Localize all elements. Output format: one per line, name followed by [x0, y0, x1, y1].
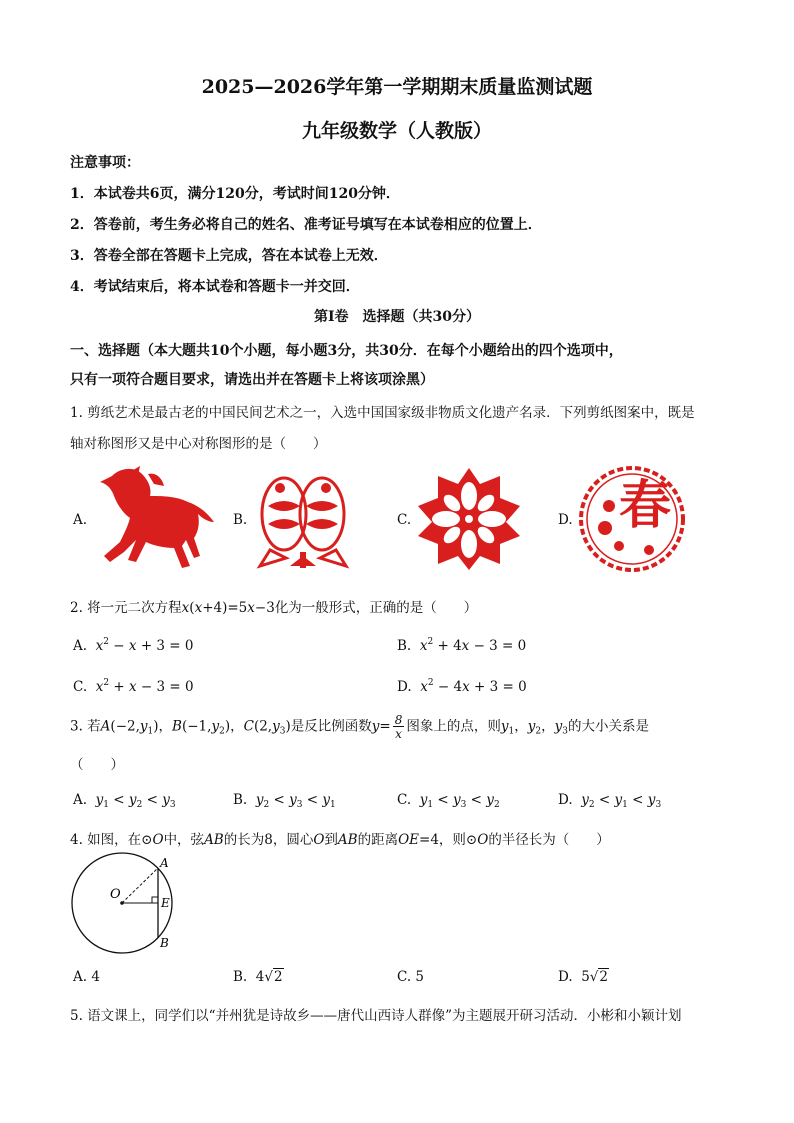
q3-ry1-sub: 1	[508, 726, 515, 737]
q1-text-line2: 轴对称图形又是中心对称图形的是（ ）	[70, 436, 327, 452]
q2-option-d: D. $x^2 - 4x + 3 = 0$	[397, 678, 527, 695]
q4-text: 4. 如图，在⊙O中，弦AB的长为8，圆心O到AB的距离OE=4，则⊙O的半径长为（ ）	[70, 832, 610, 848]
q2-option-b-label: B.	[397, 638, 412, 654]
q3-y1: y	[139, 718, 148, 735]
q4-ab1: AB	[204, 832, 224, 848]
q3-option-d-label: D.	[558, 792, 573, 808]
q3-option-b-expr: y	[255, 792, 264, 808]
q3-y2: y	[211, 718, 220, 735]
q3-option-b-label: B.	[233, 792, 248, 808]
q3-y1-sub: 1	[147, 726, 154, 737]
q2-option-d-sup: 2	[427, 678, 434, 688]
q1-option-a-label: A.	[73, 512, 88, 528]
q2-equation-rest: +4)=5	[202, 600, 248, 616]
q2-prefix: 2. 将一元二次方程	[70, 600, 182, 616]
q4-label-e: E	[161, 896, 170, 910]
q2-option-b-expr: x	[419, 638, 428, 654]
q4-p7: 的半径长为（ ）	[488, 832, 610, 848]
q3-ry3-sub: 3	[562, 726, 568, 737]
q4-option-d-radicand: 2	[599, 969, 609, 985]
note-item-1: 1．本试卷共6页，满分120分，考试时间120分钟．	[70, 186, 400, 202]
q2-option-a-x: x	[128, 638, 137, 654]
note-item-2: 2．答卷前，考生务必将自己的姓名、准考证号填写在本试卷相应的位置上．	[70, 217, 542, 233]
q4-circle-figure	[66, 850, 186, 956]
flower-papercut-image	[414, 466, 524, 572]
section-title: 第Ⅰ卷 选择题（共30分）	[313, 309, 481, 325]
q2-option-c: C. $x^2 + x - 3 = 0$	[73, 678, 194, 695]
section-instruction-2: 只有一项符合题目要求，请选出并在答题卡上将该项涂黑）	[70, 372, 434, 388]
q3-point-b: B	[172, 718, 182, 735]
q4-option-a: A. 4	[73, 969, 100, 985]
q2-equation-paren: (	[189, 600, 195, 616]
q4-option-d-label: D.	[558, 969, 573, 985]
q3-option-d: D. $y_2 < y_1 < y_3$	[558, 792, 662, 810]
q3-text: 3. 若$A(-2,y_1)$，$B(-1,y_2)$，$C(2,y_3)$是反比例函数y= $\frac{8}{x}$ 图象上的点，则$y_1$，$y_2$，$y_3$的大小关系是	[70, 713, 649, 741]
spring-character: 春	[619, 475, 672, 536]
q4-p6: ，则⊙	[438, 832, 478, 848]
q1-option-d-label: D.	[558, 512, 573, 528]
q3-paren: （ ）	[70, 757, 124, 773]
q3-ry2-sub: 2	[535, 726, 542, 737]
q4-o1: O	[152, 832, 164, 848]
q4-option-d: D. 5√2	[558, 969, 609, 985]
q2-equation-x2: x	[247, 600, 255, 616]
q4-label-b: B	[160, 936, 169, 950]
q4-option-b-radicand: 2	[274, 969, 283, 985]
q2-option-b-sup: 2	[427, 637, 434, 647]
q5-text-line1: 5. 语文课上，同学们以“并州犹是诗故乡——唐代山西诗人群像”为主题展开研习活动．小彬和小颖计划	[70, 1008, 682, 1024]
q3-after: 图象上的点，则	[406, 718, 501, 735]
q3-ry1: y	[500, 718, 509, 735]
q2-option-c-sup: 2	[103, 678, 110, 688]
q4-o3: O	[477, 832, 489, 848]
q3-point-a: A	[100, 718, 111, 735]
q2-option-d-x: x	[462, 679, 470, 695]
q4-p3: 的长为8，圆心	[223, 832, 314, 848]
q2-option-a: A. $x^2 - x + 3 = 0$	[73, 637, 194, 654]
q4-p2: 中，弦	[163, 832, 205, 848]
q2-option-a-sup: 2	[103, 637, 109, 647]
q4-ab2: AB	[337, 832, 358, 848]
q2-option-b: B. $x^2 + 4x - 3 = 0$	[397, 637, 527, 654]
q3-option-a: A. $y_1 < y_2 < y_3$	[73, 792, 176, 810]
q2-equation-minus: −3	[254, 600, 275, 616]
q3-y3: y	[272, 718, 280, 735]
q4-label-a: A	[160, 856, 169, 870]
q4-option-c: C. 5	[397, 969, 425, 985]
q3-option-b: B. $y_2 < y_3 < y_1$	[233, 792, 336, 810]
q4-p4: 到	[324, 832, 338, 848]
q3-func-y: y	[371, 718, 380, 735]
twin-fish-papercut-image	[250, 466, 356, 572]
q2-equation-x: x	[194, 600, 203, 616]
q3-fraction-den: x	[395, 727, 402, 741]
q3-y2-sub: 2	[219, 726, 225, 737]
q3-y3-sub: 3	[279, 726, 286, 737]
q4-option-b: B. 4√2	[233, 969, 283, 985]
q3-option-c-label: C.	[397, 792, 412, 808]
q2-option-a-expr: x	[95, 638, 104, 654]
q2-equation: x	[181, 600, 190, 616]
q2-option-c-expr: x	[95, 679, 104, 695]
q3-ry3: y	[554, 718, 563, 735]
q4-label-o: O	[110, 887, 121, 902]
q3-prefix: 3. 若	[70, 718, 101, 735]
q4-o2: O	[313, 832, 325, 848]
q3-point-c: C	[243, 718, 254, 735]
q2-option-c-x: x	[129, 679, 137, 695]
q3-fraction	[393, 714, 405, 740]
q2-option-d-label: D.	[397, 679, 412, 695]
q2-text	[70, 596, 477, 616]
q4-p5: 的距离	[357, 832, 399, 848]
q4-oe: OE	[398, 832, 420, 848]
q4-option-b-label: B.	[233, 969, 248, 985]
spring-papercut-image	[579, 466, 685, 572]
q1-option-b-label: B.	[233, 512, 248, 528]
q2-option-c-label: C.	[73, 679, 88, 695]
q2-suffix: 化为一般形式，正确的是（ ）	[274, 600, 478, 616]
q1-option-c-label: C.	[397, 512, 412, 528]
q3-end: 的大小关系是	[567, 718, 649, 735]
q3-option-c-expr: y	[419, 792, 428, 808]
note-item-3: 3．答卷全部在答题卡上完成，答在本试卷上无效．	[70, 248, 388, 264]
exam-title: 2025—2026学年第一学期期末质量监测试题	[201, 76, 593, 98]
exam-subtitle: 九年级数学（人教版）	[301, 120, 492, 142]
q1-text-line1: 1. 剪纸艺术是最古老的中国民间艺术之一，入选中国国家级非物质文化遗产名录．下列剪纸图案中，既是	[70, 405, 695, 421]
q2-option-b-x: x	[461, 638, 470, 654]
notes-heading: 注意事项：	[70, 155, 140, 171]
horse-papercut-image	[90, 466, 220, 572]
q3-option-c: C. $y_1 < y_3 < y_2$	[397, 792, 500, 810]
note-item-4: 4．考试结束后，将本试卷和答题卡一并交回．	[70, 279, 360, 295]
q3-fraction-num: 8	[394, 713, 403, 727]
q4-prefix: 4. 如图，在⊙	[70, 832, 153, 848]
q3-ry2: y	[527, 718, 536, 735]
q3-option-a-label: A.	[73, 792, 88, 808]
section-instruction-1: 一、选择题（本大题共10个小题，每小题3分，共30分．在每个小题给出的四个选项中，	[70, 343, 623, 359]
q3-option-d-expr: y	[581, 792, 589, 808]
q2-option-d-expr: x	[420, 679, 428, 695]
q3-middle: 是反比例函数	[290, 718, 372, 735]
q3-option-a-expr: y	[95, 792, 104, 808]
q2-option-a-label: A.	[73, 638, 88, 654]
